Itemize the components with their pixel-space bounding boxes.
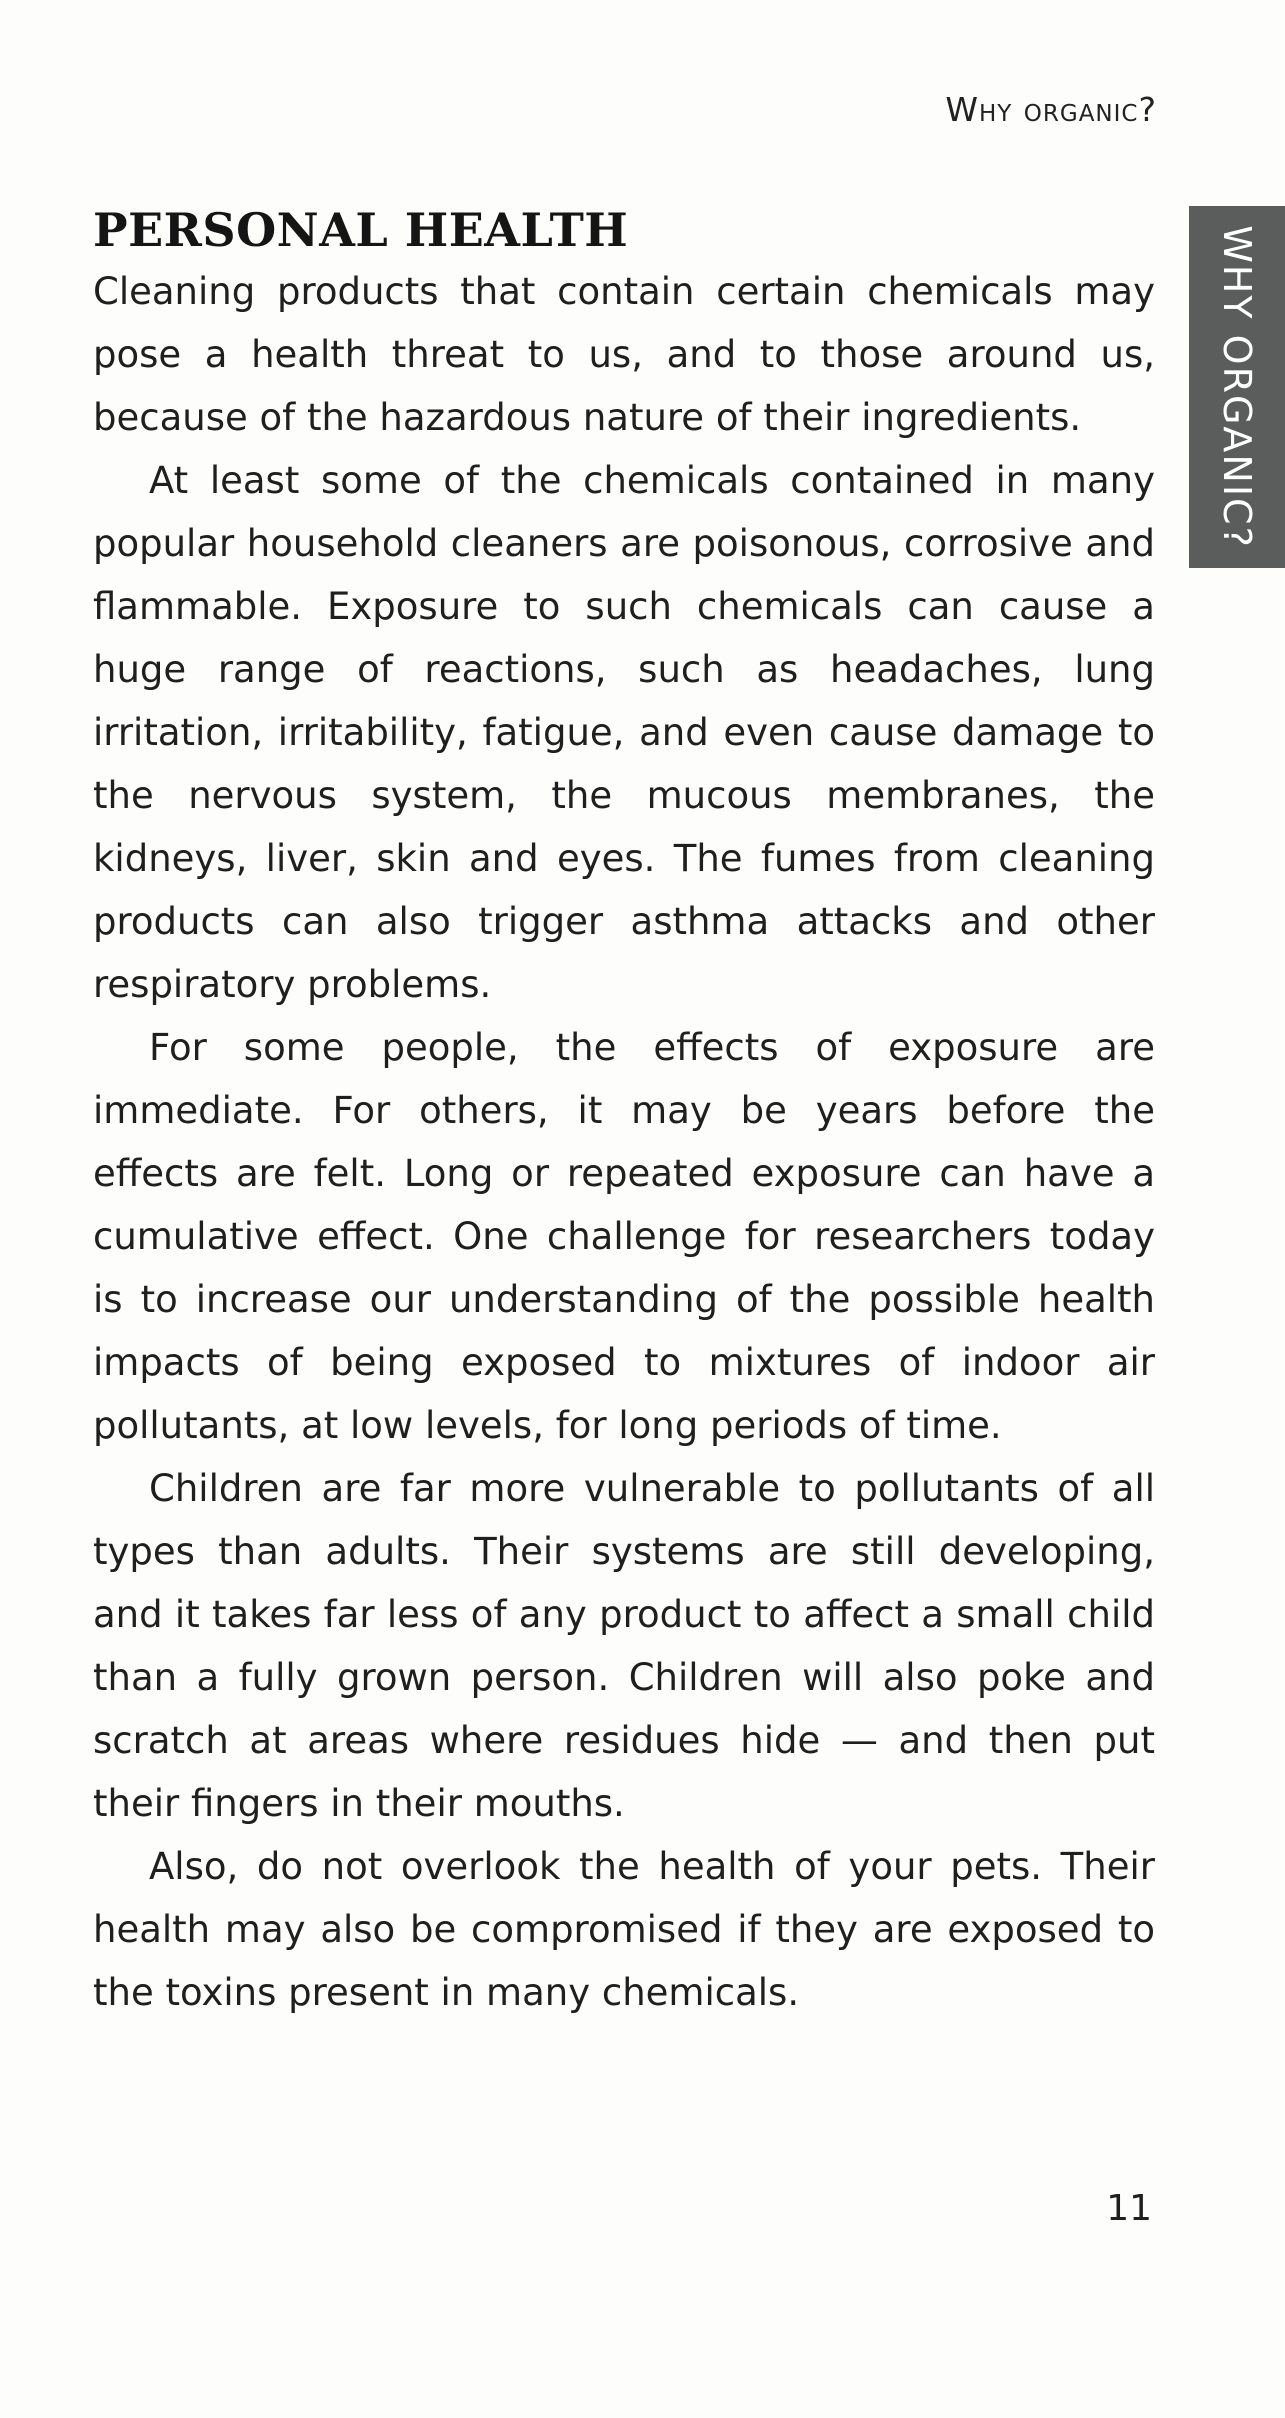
paragraph-intro: Cleaning products that contain certain chemicals may pose a health threat to us, and to those around us, because of the hazardous nature of their ingredients. [93,270,1155,439]
chapter-thumb-tab [1189,206,1285,568]
paragraph-pets: Also, do not overlook the health of your pets. Their health may also be compromised if they are exposed to the toxins present in many chemicals. [93,1845,1155,2014]
paragraph-children: Children are far more vulnerable to pollutants of all types than adults. Their systems are still developing, and it takes far less of any product to affect a small child than a fully grown person. Children will also poke and scratch at areas where residues hide — and then put their fingers in their mouths. [93,1467,1155,1825]
page-number: 11 [1106,2188,1152,2229]
main-text [93,200,1155,2024]
running-head: Why organic? [945,90,1157,129]
paragraph-exposure: For some people, the effects of exposure are immediate. For others, it may be years before the effects are felt. Long or repeated exposure can have a cumulative effect. One challenge for researchers today is to increase our understanding of the possible health impacts of being exposed to mixtures of indoor air pollutants, at low levels, for long periods of time. [93,1026,1155,1447]
paragraph-chemicals: At least some of the chemicals contained in many popular household cleaners are poisonous, corrosive and flammable. Exposure to such chemicals can cause a huge range of reactions, such as headaches, lung irritation, irritability, fatigue, and even cause damage to the nervous system, the mucous membranes, the kidneys, liver, skin and eyes. The fumes from cleaning products can also trigger asthma attacks and other respiratory problems. [93,459,1155,1006]
chapter-thumb-tab-label: WHY ORGANIC? [1215,225,1259,549]
section-heading: PERSONAL HEALTH [93,203,629,257]
